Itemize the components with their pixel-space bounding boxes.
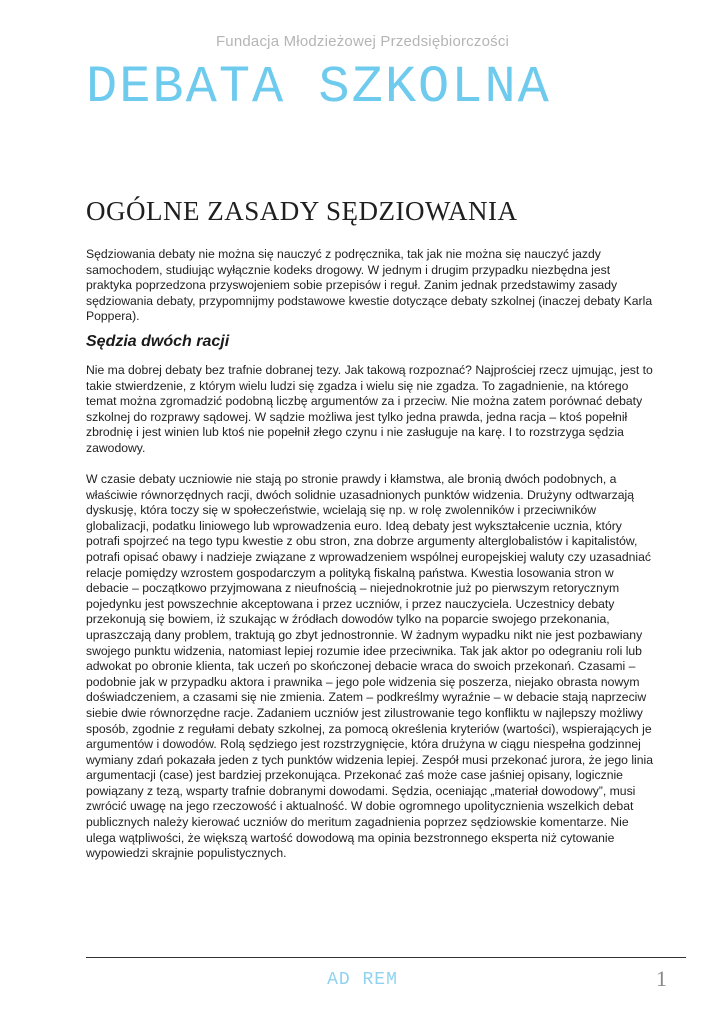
organization-header: Fundacja Młodzieżowej Przedsiębiorczości — [215, 33, 510, 50]
paragraph-2 — [86, 472, 658, 862]
paragraph-1 — [86, 363, 658, 457]
intro-text: Sędziowania debaty nie można się nauczyć z podręcznika, tak jak nie można się nauczyć jazdy samochodem, studiując wyłącznie kodeks drogowy. W jednym i drugim przypadku niezbędna jest praktyka poprzedzona przyswojeniem sobie przepisów i reguł. Zanim jednak przedstawimy zasady sędziowania debaty, przypomnijmy podstawowe kwestie dotyczące debaty szkolnej (inaczej debaty Karla Poppera). — [86, 247, 653, 324]
section-title: OGÓLNE ZASADY SĘDZIOWANIA — [86, 196, 518, 226]
footer-brand: AD REM — [327, 970, 398, 990]
subheading: Sędzia dwóch racji — [86, 333, 230, 350]
paragraph-1-text: Nie ma dobrej debaty bez trafnie dobranej tezy. Jak takową rozpoznać? Najprościej rzecz ujmując, jest to takie stwierdzenie, z którym wielu ludzi się zgadza i wielu się nie zgadza. To zagadnienie, na którego temat można zgromadzić podobną liczbę argumentów za i przeciw. Nie można zatem porównać debaty szkolnej do rozprawy sądowej. W sądzie możliwa jest tylko jedna prawda, jedna racja – ktoś popełnił zbrodnię i jest winien lub ktoś nie popełnił złego czynu i nie zasługuje na karę. I to rozstrzyga sędzia zawodowy. — [86, 363, 653, 455]
footer-divider — [86, 957, 686, 958]
page-number: 1 — [656, 966, 667, 991]
paragraph-2-text: W czasie debaty uczniowie nie stają po stronie prawdy i kłamstwa, ale bronią dwóch podobnych, a właściwie równorzędnych racji, dwóch solidnie uzasadnionych punktów widzenia. Drużyny odtwarzają dyskusję, która toczy się w społeczeństwie, wcielają się np. w rolę zwolenników i przeciwników globalizacji, podatku liniowego lub wprowadzenia euro. Ideą debaty jest wykształcenie ucznia, który potrafi spojrzeć na tego typu kwestie z obu stron, zna dobrze argumenty alterglobalistów i kapitalistów, potrafi opisać obawy i nadzieje związane z wprowadzeniem wspólnej europejskiej waluty czy uzasadniać relacje pomiędzy wzrostem gospodarczym a polityką fiskalną państwa. Kwestia losowania stron w debacie – początkowo przyjmowana z nieufnością – niejednokrotnie już po pierwszym retorycznym pojedynku jest powszechnie akceptowana i przez uczniów, i przez nauczyciela. Uczestnicy debaty przekonują się bowiem, iż szukając w źródłach dowodów tylko na poparcie swojego przekonania, upraszczają dany problem, traktują go zbyt jednostronnie. W żadnym wypadku nikt nie jest pozbawiany swojego punktu widzenia, natomiast lepiej rozumie idee przeciwnika. Tak jak aktor po odegraniu roli lub adwokat po obronie klienta, tak uczeń po skończonej debacie wraca do swoich przekonań. Czasami – podobnie jak w przypadku aktora i prawnika – jego pole widzenia się poszerza, niejako obrasta nowym doświadczeniem, a czasami się nie zmienia. Zatem – podkreślmy wyraźnie – w debacie stają naprzeciw siebie dwie równorzędne racje. Zadaniem uczniów jest zilustrowanie tego konfliktu w najlepszy możliwy sposób, zgodnie z regułami debaty szkolnej, za pomocą określenia kryteriów (wartości), wspierających je argumentów i dowodów. Rolą sędziego jest rozstrzygnięcie, która drużyna w ciągu niespełna godzinnej wymiany zdań pokazała jeden z tych punktów widzenia lepiej. Zespół musi przekonać jurora, że jego linia argumentacji (case) jest bardziej przekonująca. Przekonać zaś może case jaśniej opisany, logicznie powiązany z tezą, wsparty trafnie dobranymi dowodami. Sędzia, oceniając „materiał dowodowy”, musi zwrócić uwagę na jego rzeczowość i aktualność. W dobie ogromnego upolitycznienia wszelkich debat publicznych należy kierować uczniów do meritum zagadnienia poprzez sędziowskie komentarze. Nie ulega wątpliwości, że większą wartość dowodową ma opinia bezstronnego eksperta niż cytowanie wypowiedzi skrajnie populistycznych. — [86, 472, 654, 861]
intro-paragraph — [86, 247, 658, 325]
masthead-title: DEBATA SZKOLNA — [86, 58, 551, 117]
